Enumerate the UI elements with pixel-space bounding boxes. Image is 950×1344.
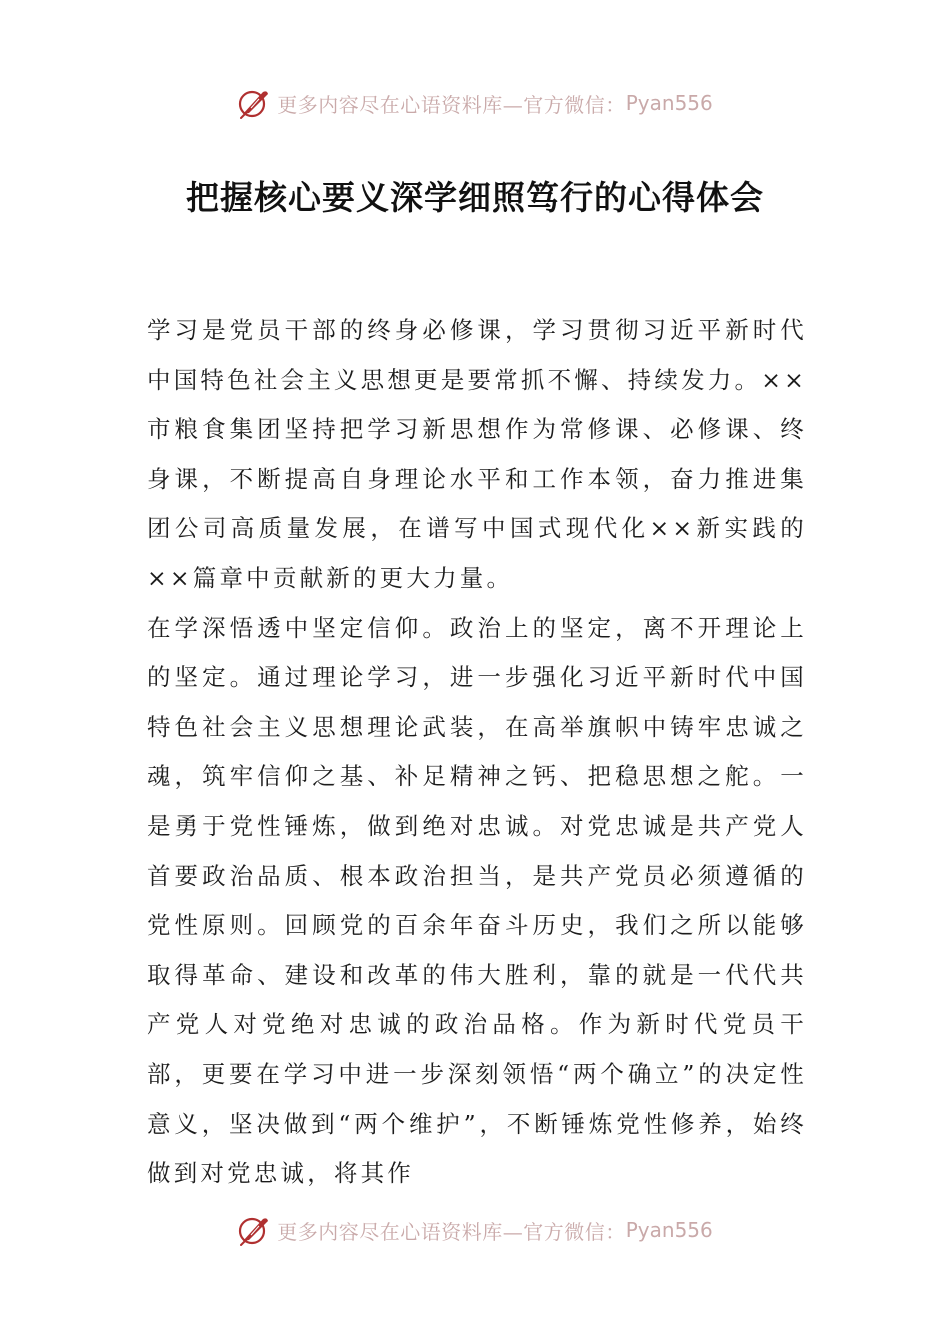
paragraph-1: 学习是党员干部的终身必修课，学习贯彻习近平新时代中国特色社会主义思想更是要常抓不懈、持续发力。××市粮食集团坚持把学习新思想作为常修课、必修课、终身课，不断提高自身理论水平和工作本领，奋力推进集团公司高质量发展，在谱写中国式现代化××新实践的××篇章中贡献新的更大力量。: [147, 316, 807, 592]
banner-wechat-handle: Pyan556: [625, 91, 713, 115]
footer-banner: [0, 1210, 950, 1250]
banner-promo-text: 更多内容尽在心语资料库—官方微信：: [277, 92, 626, 117]
document-title: 把握核心要义深学细照笃行的心得体会: [186, 178, 764, 217]
header-banner: [0, 83, 950, 123]
banner-promo-text: 更多内容尽在心语资料库—官方微信：: [277, 1219, 626, 1244]
feather-pen-logo-icon: [237, 86, 271, 120]
banner-wechat-handle: Pyan556: [625, 1218, 713, 1242]
paragraph-2: 在学深悟透中坚定信仰。政治上的坚定，离不开理论上的坚定。通过理论学习，进一步强化习近平新时代中国特色社会主义思想理论武装，在高举旗帜中铸牢忠诚之魂，筑牢信仰之基、补足精神之钙、把稳思想之舵。一是勇于党性锤炼，做到绝对忠诚。对党忠诚是共产党人首要政治品质、根本政治担当，是共产党员必须遵循的党性原则。回顾党的百余年奋斗历史，我们之所以能够取得革命、建设和改革的伟大胜利，靠的就是一代代共产党人对党绝对忠诚的政治品格。作为新时代党员干部，更要在学习中进一步深刻领悟“两个确立”的决定性意义，坚决做到“两个维护”，不断锤炼党性修养，始终做到对党忠诚，将其作: [147, 613, 807, 1188]
feather-pen-logo-icon: [237, 1213, 271, 1247]
document-body: [147, 306, 807, 1199]
